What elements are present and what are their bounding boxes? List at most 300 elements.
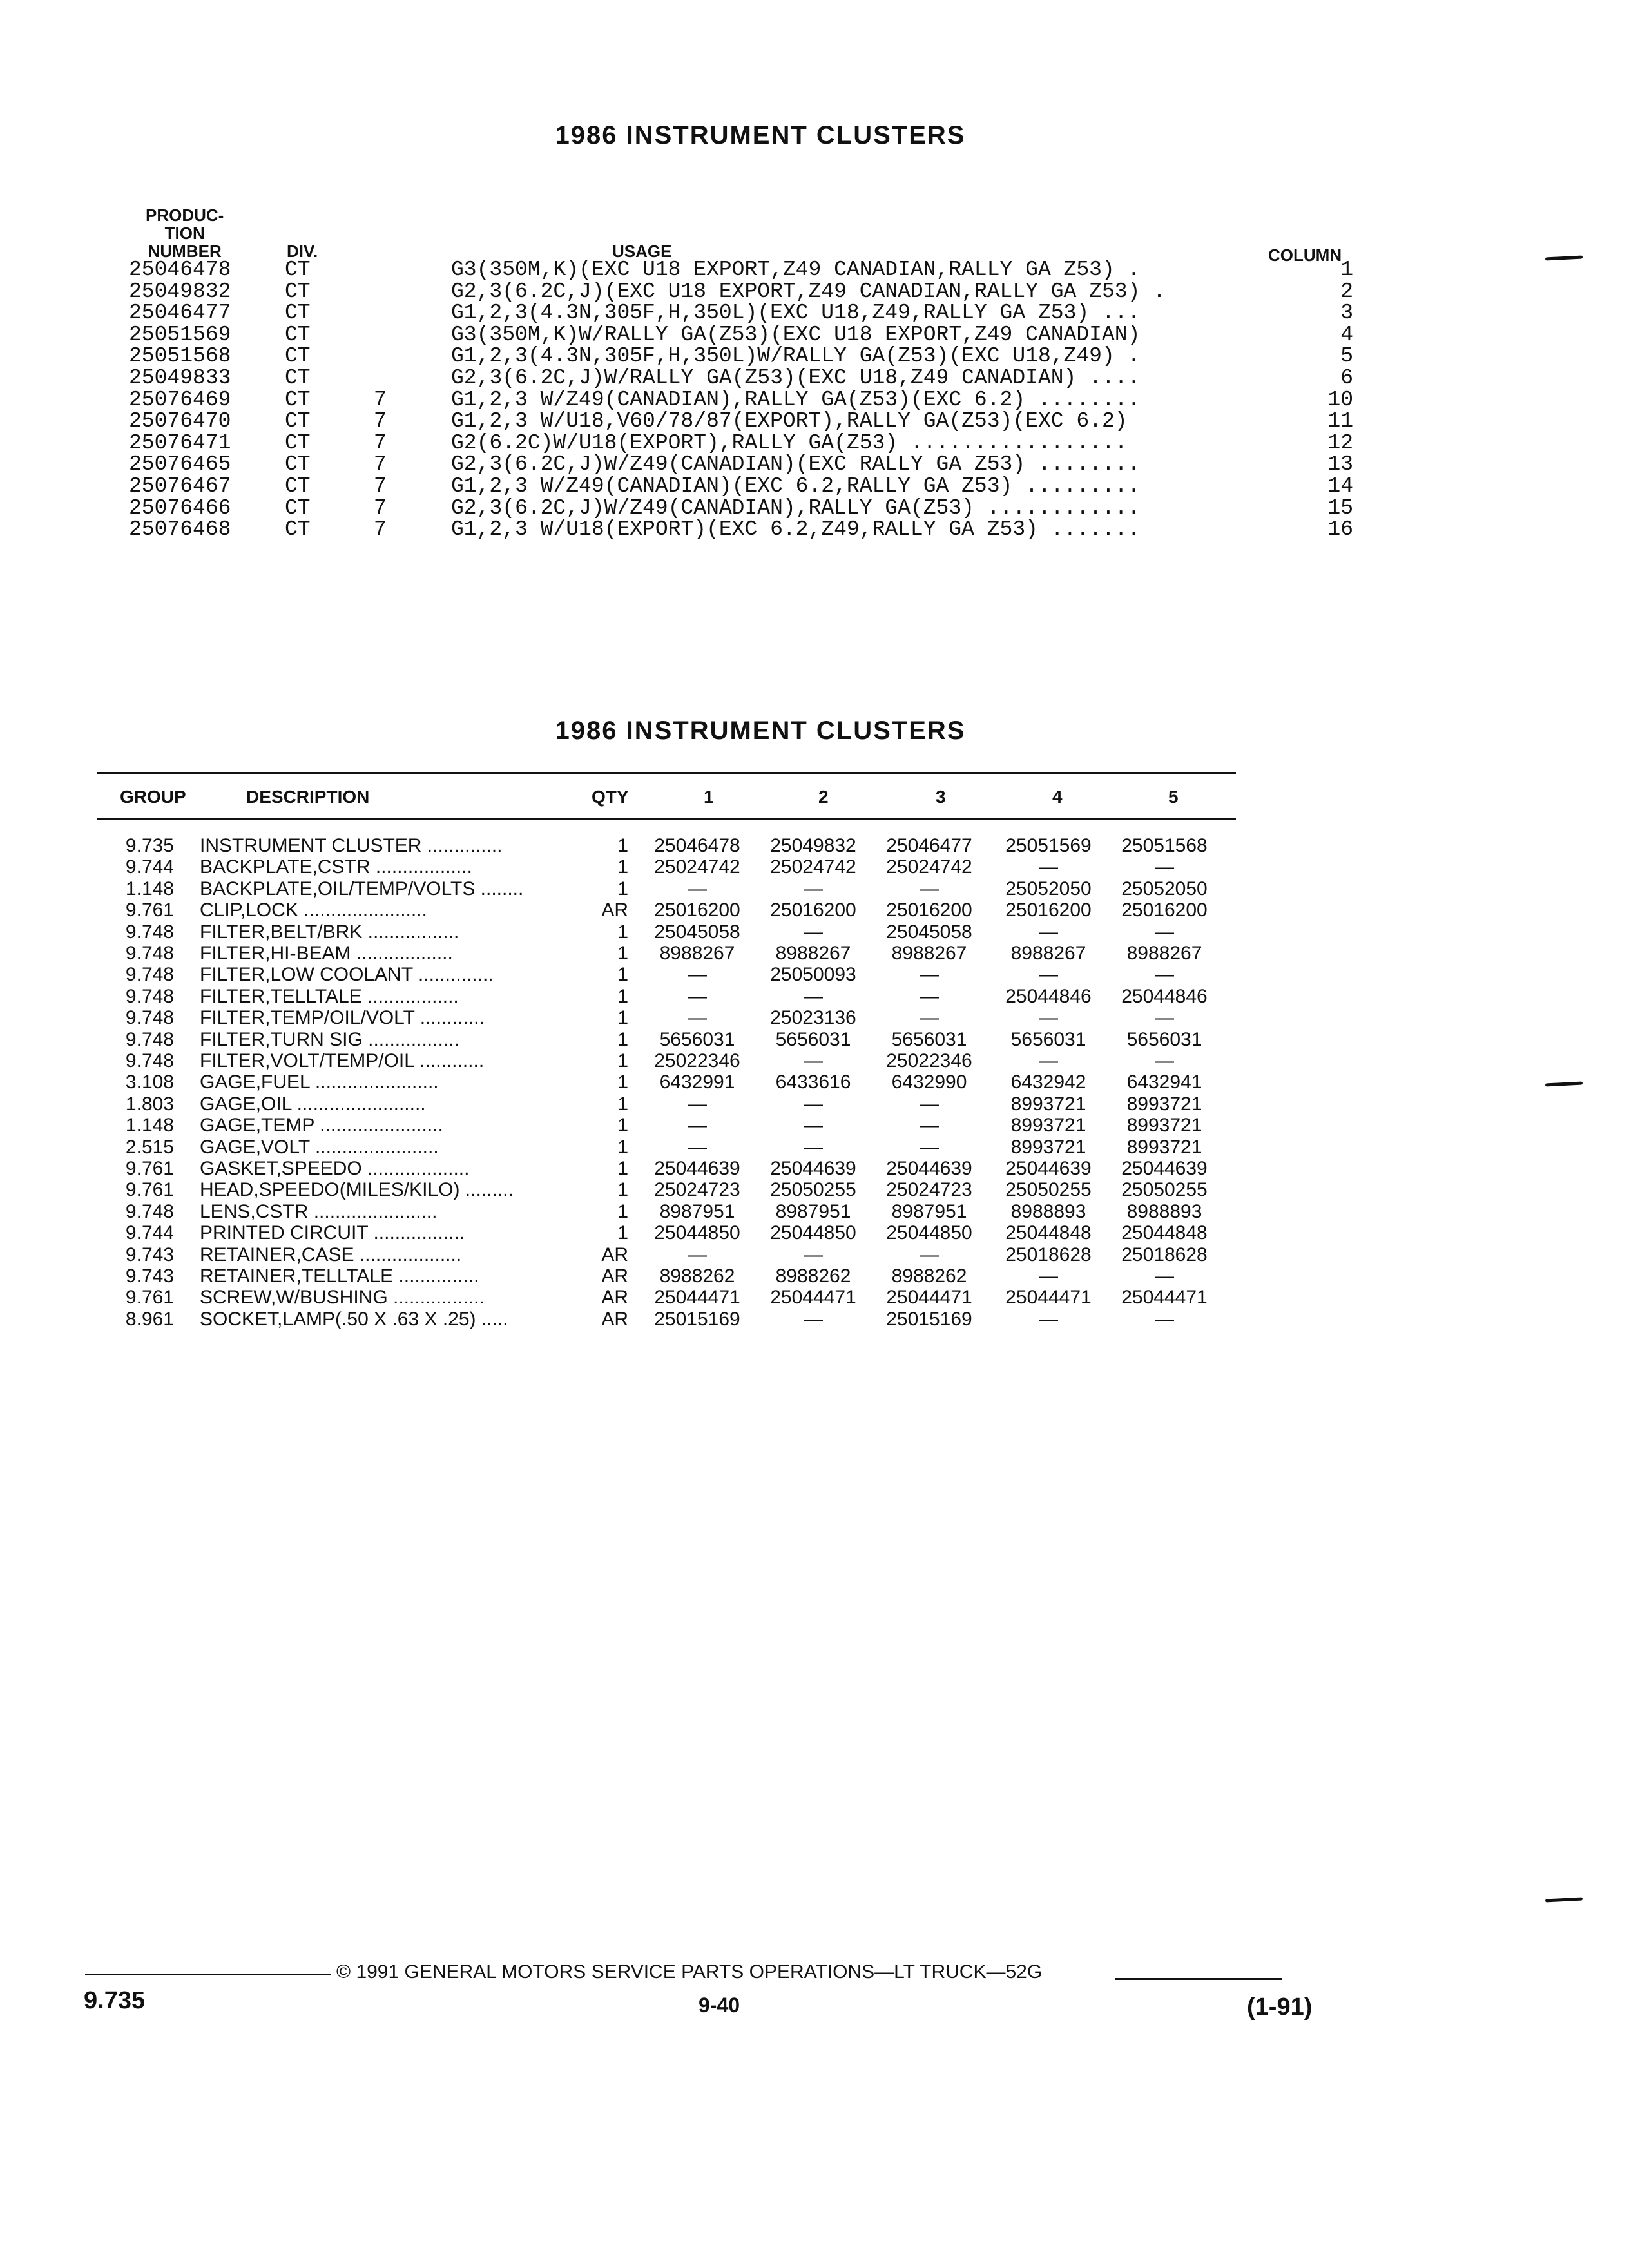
table-row: [0, 1115, 1629, 1136]
table-row: [0, 856, 1629, 878]
column-2-value: 25050255: [770, 1179, 856, 1201]
production-number: 25076466: [129, 495, 231, 520]
footer-page-number: 9-40: [699, 1994, 740, 2017]
quantity: 1: [617, 1115, 628, 1137]
column-3-value: 25046477: [886, 835, 972, 856]
group-code: 2.515: [125, 1136, 174, 1158]
column-2-value: —: [804, 1308, 823, 1330]
division: CT: [285, 366, 311, 390]
group-code: 9.761: [125, 1179, 174, 1201]
footer-group: 9.735: [84, 1987, 146, 2014]
column-2-value: 8988262: [775, 1265, 851, 1287]
table-row: [0, 1093, 1629, 1115]
table-row: [0, 1137, 1629, 1158]
group-code: 9.735: [125, 835, 174, 856]
column-5-value: —: [1155, 856, 1174, 878]
production-number: 25076468: [129, 517, 231, 542]
production-number: 25076469: [129, 387, 231, 412]
production-number: 25051568: [129, 344, 231, 369]
production-number: 25076465: [129, 452, 231, 477]
production-number: 25046478: [129, 258, 231, 282]
group-code: 9.743: [125, 1265, 174, 1287]
division: CT: [285, 258, 311, 282]
column-2-value: —: [804, 1244, 823, 1265]
column-3-value: —: [920, 1115, 939, 1137]
division: CT: [285, 301, 311, 325]
group-code: 9.748: [125, 921, 174, 943]
description: FILTER,TELLTALE .................: [200, 985, 459, 1007]
quantity: 1: [617, 1028, 628, 1050]
column-1-value: —: [688, 878, 707, 899]
column-1-value: 25045058: [654, 921, 740, 943]
column-number: 1: [1340, 258, 1353, 282]
column-4-value: —: [1039, 1265, 1058, 1287]
division: CT: [285, 430, 311, 455]
division: CT: [285, 452, 311, 477]
division: CT: [285, 495, 311, 520]
group-code: 9.761: [125, 899, 174, 921]
flag: 7: [374, 452, 387, 477]
division: CT: [285, 279, 311, 303]
quantity: 1: [617, 835, 628, 856]
table-row: [0, 1287, 1629, 1308]
column-4-value: 8988893: [1010, 1200, 1086, 1222]
table2-title: 1986 INSTRUMENT CLUSTERS: [555, 716, 966, 745]
production-number-header: [146, 206, 224, 260]
column-5-value: 8988893: [1126, 1200, 1202, 1222]
usage-text: G1,2,3(4.3N,305F,H,350L)W/RALLY GA(Z53)(EXC U18,Z49) .: [451, 345, 1141, 367]
production-number: 25051569: [129, 322, 231, 347]
column-2-value: —: [804, 985, 823, 1007]
column-2-value: —: [804, 1115, 823, 1137]
group-code: 9.748: [125, 985, 174, 1007]
column-3-value: 8988267: [891, 943, 967, 964]
column-4-value: 25044639: [1005, 1158, 1092, 1179]
division: CT: [285, 344, 311, 369]
table-row: [0, 1222, 1629, 1244]
table-row: [0, 497, 1629, 519]
column-2-value: 25049832: [770, 835, 856, 856]
table-row: [0, 1050, 1629, 1072]
column-1-value: 5656031: [659, 1028, 735, 1050]
column-4-value: 25052050: [1005, 878, 1092, 899]
column-1-value: 25024742: [654, 856, 740, 878]
footer-date: (1-91): [1247, 1994, 1313, 2021]
usage-text: G3(350M,K)W/RALLY GA(Z53)(EXC U18 EXPORT,Z49 CANADIAN): [451, 323, 1141, 345]
usage-text: G1,2,3 W/Z49(CANADIAN)(EXC 6.2,RALLY GA Z53) .........: [451, 476, 1141, 497]
table-row: [0, 324, 1629, 345]
column-3-value: 25045058: [886, 921, 972, 943]
column-2-value: 8987951: [775, 1200, 851, 1222]
quantity: AR: [601, 1265, 628, 1287]
division: CT: [285, 474, 311, 498]
quantity: AR: [601, 899, 628, 921]
column-1-value: 25022346: [654, 1050, 740, 1072]
column-3-value: 6432990: [891, 1072, 967, 1093]
quantity: AR: [601, 1287, 628, 1309]
flag: 7: [374, 430, 387, 455]
column-1-value: 25044471: [654, 1287, 740, 1309]
column-2-value: 25044639: [770, 1158, 856, 1179]
usage-text: G1,2,3 W/Z49(CANADIAN),RALLY GA(Z53)(EXC 6.2) ........: [451, 389, 1141, 410]
column-3-value: 5656031: [891, 1028, 967, 1050]
column-2-value: —: [804, 1136, 823, 1158]
group-code: 9.743: [125, 1244, 174, 1265]
usage-text: G2(6.2C)W/U18(EXPORT),RALLY GA(Z53) .................: [451, 432, 1128, 454]
usage-text: G2,3(6.2C,J)W/RALLY GA(Z53)(EXC U18,Z49 CANADIAN) ....: [451, 367, 1141, 389]
column-5-value: 5656031: [1126, 1028, 1202, 1050]
table-row: [0, 1265, 1629, 1287]
column-2-value: 25044471: [770, 1287, 856, 1309]
column-number: 14: [1327, 474, 1353, 498]
column-number: 4: [1340, 322, 1353, 347]
production-number: 25049833: [129, 366, 231, 390]
column-1-value: —: [688, 964, 707, 986]
column-4-value: 25051569: [1005, 835, 1092, 856]
column-2-value: —: [804, 878, 823, 899]
quantity: 1: [617, 856, 628, 878]
group-code: 9.744: [125, 856, 174, 878]
column-5-value: —: [1155, 1050, 1174, 1072]
column-2-value: 25050093: [770, 964, 856, 986]
column-number: 15: [1327, 495, 1353, 520]
column-1-value: 25024723: [654, 1179, 740, 1201]
column-4-value: 8993721: [1010, 1093, 1086, 1115]
group-code: 8.961: [125, 1308, 174, 1330]
table-row: [0, 410, 1629, 432]
column-5-value: 25051568: [1121, 835, 1208, 856]
column-4-value: 25044846: [1005, 985, 1092, 1007]
table-row: [0, 986, 1629, 1007]
group-code: 9.761: [125, 1287, 174, 1309]
footer-copyright: © 1991 GENERAL MOTORS SERVICE PARTS OPERATIONS—LT TRUCK—52G: [336, 1961, 1043, 1983]
table-row: [0, 1007, 1629, 1028]
column-1-header: 1: [704, 787, 714, 807]
quantity: 1: [617, 1136, 628, 1158]
description: SCREW,W/BUSHING .................: [200, 1287, 485, 1309]
column-3-value: 25016200: [886, 899, 972, 921]
column-number: 13: [1327, 452, 1353, 477]
column-5-value: 25044848: [1121, 1222, 1208, 1244]
division: CT: [285, 409, 311, 434]
division: CT: [285, 322, 311, 347]
table-row: [0, 345, 1629, 367]
usage-text: G2,3(6.2C,J)W/Z49(CANADIAN)(EXC RALLY GA Z53) ........: [451, 454, 1141, 476]
quantity: 1: [617, 943, 628, 964]
column-3-value: 8987951: [891, 1200, 967, 1222]
group-code: 9.748: [125, 1028, 174, 1050]
group-code: 3.108: [125, 1072, 174, 1093]
column-2-value: 25016200: [770, 899, 856, 921]
column-3-value: 25015169: [886, 1308, 972, 1330]
quantity: 1: [617, 1093, 628, 1115]
quantity: 1: [617, 1222, 628, 1244]
table-row: [0, 367, 1629, 389]
column-1-value: —: [688, 1244, 707, 1265]
column-5-value: —: [1155, 921, 1174, 943]
column-1-value: —: [688, 985, 707, 1007]
column-5-value: 25044471: [1121, 1287, 1208, 1309]
column-5-value: 8993721: [1126, 1136, 1202, 1158]
description: FILTER,TURN SIG .................: [200, 1028, 459, 1050]
column-4-value: 6432942: [1010, 1072, 1086, 1093]
column-3-value: —: [920, 1093, 939, 1115]
table-row: [0, 943, 1629, 964]
column-3-value: —: [920, 964, 939, 986]
table-row: [0, 1179, 1629, 1200]
production-number: 25046477: [129, 301, 231, 325]
description: FILTER,TEMP/OIL/VOLT ............: [200, 1007, 485, 1029]
description: GAGE,OIL ........................: [200, 1093, 426, 1115]
column-5-value: 25044639: [1121, 1158, 1208, 1179]
header-line: PRODUC-: [146, 206, 224, 225]
description: FILTER,VOLT/TEMP/OIL ............: [200, 1050, 485, 1072]
column-1-value: —: [688, 1115, 707, 1137]
column-number: 16: [1327, 517, 1353, 542]
column-4-value: —: [1039, 1007, 1058, 1029]
column-4-value: —: [1039, 856, 1058, 878]
quantity: 1: [617, 1050, 628, 1072]
group-code: 9.744: [125, 1222, 174, 1244]
column-4-value: 5656031: [1010, 1028, 1086, 1050]
column-5-value: —: [1155, 1007, 1174, 1029]
table-row: [0, 519, 1629, 540]
description: GAGE,FUEL .......................: [200, 1072, 439, 1093]
column-3-value: 25022346: [886, 1050, 972, 1072]
group-code: 9.748: [125, 1007, 174, 1029]
column-5-value: 25044846: [1121, 985, 1208, 1007]
column-5-value: 8993721: [1126, 1093, 1202, 1115]
column-2-value: —: [804, 921, 823, 943]
column-1-value: 25015169: [654, 1308, 740, 1330]
column-1-value: 25016200: [654, 899, 740, 921]
column-4-value: 8993721: [1010, 1115, 1086, 1137]
column-1-value: 25044639: [654, 1158, 740, 1179]
description: INSTRUMENT CLUSTER ..............: [200, 835, 503, 856]
quantity: 1: [617, 1158, 628, 1179]
column-4-value: 25050255: [1005, 1179, 1092, 1201]
table-row: [0, 1244, 1629, 1265]
quantity: 1: [617, 985, 628, 1007]
description: GAGE,VOLT .......................: [200, 1136, 439, 1158]
column-number: 12: [1327, 430, 1353, 455]
column-5-value: 25016200: [1121, 899, 1208, 921]
column-2-value: 25023136: [770, 1007, 856, 1029]
column-2-value: —: [804, 1050, 823, 1072]
table-row: [0, 476, 1629, 497]
column-1-value: 8987951: [659, 1200, 735, 1222]
group-header: GROUP: [120, 787, 186, 807]
column-3-value: —: [920, 1007, 939, 1029]
column-header: COLUMN: [1268, 245, 1342, 265]
div-header: DIV.: [287, 242, 318, 261]
footer-rule-left: [85, 1974, 331, 1975]
description: FILTER,LOW COOLANT ..............: [200, 964, 494, 986]
table-row: [0, 432, 1629, 454]
column-3-value: —: [920, 878, 939, 899]
column-2-value: 5656031: [775, 1028, 851, 1050]
description: BACKPLATE,CSTR ..................: [200, 856, 472, 878]
quantity: 1: [617, 1007, 628, 1029]
column-3-value: —: [920, 985, 939, 1007]
column-5-value: 8988267: [1126, 943, 1202, 964]
column-3-value: 8988262: [891, 1265, 967, 1287]
column-4-value: 25018628: [1005, 1244, 1092, 1265]
column-number: 5: [1340, 344, 1353, 369]
usage-text: G2,3(6.2C,J)W/Z49(CANADIAN),RALLY GA(Z53) ............: [451, 497, 1141, 519]
quantity: AR: [601, 1244, 628, 1265]
quantity: 1: [617, 1179, 628, 1201]
table-row: [0, 389, 1629, 410]
description: PRINTED CIRCUIT .................: [200, 1222, 465, 1244]
description: GAGE,TEMP .......................: [200, 1115, 443, 1137]
quantity: 1: [617, 964, 628, 986]
table-row: [0, 899, 1629, 921]
column-1-value: 6432991: [659, 1072, 735, 1093]
column-1-value: 8988262: [659, 1265, 735, 1287]
column-3-value: 25044639: [886, 1158, 972, 1179]
production-number: 25076467: [129, 474, 231, 498]
table2-header-rule: [97, 818, 1236, 820]
column-2-value: 6433616: [775, 1072, 851, 1093]
group-code: 9.748: [125, 943, 174, 964]
table-row: [0, 1158, 1629, 1179]
column-3-value: 25044850: [886, 1222, 972, 1244]
description: RETAINER,CASE ...................: [200, 1244, 462, 1265]
quantity: 1: [617, 921, 628, 943]
flag: 7: [374, 474, 387, 498]
description: CLIP,LOCK .......................: [200, 899, 427, 921]
column-5-value: 6432941: [1126, 1072, 1202, 1093]
column-3-value: —: [920, 1136, 939, 1158]
column-5-header: 5: [1168, 787, 1179, 807]
flag: 7: [374, 495, 387, 520]
column-4-value: 25016200: [1005, 899, 1092, 921]
flag: 7: [374, 387, 387, 412]
footer-rule-right: [1115, 1978, 1282, 1980]
usage-header: USAGE: [612, 242, 672, 261]
group-code: 1.803: [125, 1093, 174, 1115]
column-number: 6: [1340, 366, 1353, 390]
column-1-value: —: [688, 1136, 707, 1158]
column-2-value: —: [804, 1093, 823, 1115]
group-code: 1.148: [125, 1115, 174, 1137]
table-row: [0, 1029, 1629, 1050]
usage-text: G1,2,3 W/U18,V60/78/87(EXPORT),RALLY GA(Z53)(EXC 6.2): [451, 410, 1128, 432]
column-number: 3: [1340, 301, 1353, 325]
column-4-value: 25044471: [1005, 1287, 1092, 1309]
column-4-value: —: [1039, 1308, 1058, 1330]
description: SOCKET,LAMP(.50 X .63 X .25) .....: [200, 1308, 508, 1330]
column-2-header: 2: [818, 787, 829, 807]
column-1-value: 25046478: [654, 835, 740, 856]
column-1-value: 25044850: [654, 1222, 740, 1244]
usage-text: G1,2,3(4.3N,305F,H,350L)(EXC U18,Z49,RALLY GA Z53) ...: [451, 302, 1141, 324]
column-2-value: 25024742: [770, 856, 856, 878]
flag: 7: [374, 409, 387, 434]
table-row: [0, 281, 1629, 302]
column-3-value: 25024742: [886, 856, 972, 878]
column-3-header: 3: [936, 787, 946, 807]
description-header: DESCRIPTION: [246, 787, 370, 807]
margin-mark: [1545, 1897, 1583, 1902]
column-number: 11: [1327, 409, 1353, 434]
table-row: [0, 964, 1629, 985]
column-5-value: 8993721: [1126, 1115, 1202, 1137]
column-3-value: 25024723: [886, 1179, 972, 1201]
table-row: [0, 835, 1629, 856]
column-4-header: 4: [1052, 787, 1063, 807]
column-number: 10: [1327, 387, 1353, 412]
division: CT: [285, 387, 311, 412]
production-number: 25076471: [129, 430, 231, 455]
production-number: 25076470: [129, 409, 231, 434]
table-row: [0, 1201, 1629, 1222]
column-4-value: —: [1039, 1050, 1058, 1072]
description: GASKET,SPEEDO ...................: [200, 1158, 470, 1179]
group-code: 9.748: [125, 1050, 174, 1072]
table-row: [0, 1309, 1629, 1330]
description: RETAINER,TELLTALE ...............: [200, 1265, 479, 1287]
column-5-value: 25050255: [1121, 1179, 1208, 1201]
usage-text: G1,2,3 W/U18(EXPORT)(EXC 6.2,Z49,RALLY GA Z53) .......: [451, 519, 1141, 541]
table-row: [0, 454, 1629, 475]
group-code: 9.748: [125, 964, 174, 986]
table-row: [0, 878, 1629, 899]
usage-text: G3(350M,K)(EXC U18 EXPORT,Z49 CANADIAN,RALLY GA Z53) .: [451, 259, 1141, 280]
header-line: TION: [164, 224, 205, 243]
production-number: 25049832: [129, 279, 231, 303]
group-code: 9.748: [125, 1200, 174, 1222]
column-1-value: —: [688, 1007, 707, 1029]
description: HEAD,SPEEDO(MILES/KILO) .........: [200, 1179, 514, 1201]
column-3-value: —: [920, 1244, 939, 1265]
table-row: [0, 259, 1629, 280]
column-1-value: 8988267: [659, 943, 735, 964]
quantity: AR: [601, 1308, 628, 1330]
table-row: [0, 921, 1629, 943]
division: CT: [285, 517, 311, 542]
group-code: 1.148: [125, 878, 174, 899]
table1-title: 1986 INSTRUMENT CLUSTERS: [555, 121, 966, 149]
column-2-value: 25044850: [770, 1222, 856, 1244]
column-4-value: —: [1039, 921, 1058, 943]
quantity: 1: [617, 1200, 628, 1222]
description: FILTER,BELT/BRK .................: [200, 921, 459, 943]
column-4-value: 25044848: [1005, 1222, 1092, 1244]
column-5-value: —: [1155, 1308, 1174, 1330]
column-3-value: 25044471: [886, 1287, 972, 1309]
table2-top-rule: [97, 772, 1236, 774]
qty-header: QTY: [592, 787, 629, 807]
description: BACKPLATE,OIL/TEMP/VOLTS ........: [200, 878, 524, 899]
quantity: 1: [617, 878, 628, 899]
column-1-value: —: [688, 1093, 707, 1115]
flag: 7: [374, 517, 387, 542]
column-2-value: 8988267: [775, 943, 851, 964]
column-5-value: —: [1155, 964, 1174, 986]
group-code: 9.761: [125, 1158, 174, 1179]
column-4-value: 8993721: [1010, 1136, 1086, 1158]
column-4-value: —: [1039, 964, 1058, 986]
header-line: NUMBER: [148, 242, 222, 261]
column-5-value: 25052050: [1121, 878, 1208, 899]
column-4-value: 8988267: [1010, 943, 1086, 964]
column-5-value: 25018628: [1121, 1244, 1208, 1265]
usage-text: G2,3(6.2C,J)(EXC U18 EXPORT,Z49 CANADIAN,RALLY GA Z53) .: [451, 280, 1166, 302]
table-row: [0, 1072, 1629, 1093]
table-row: [0, 302, 1629, 323]
